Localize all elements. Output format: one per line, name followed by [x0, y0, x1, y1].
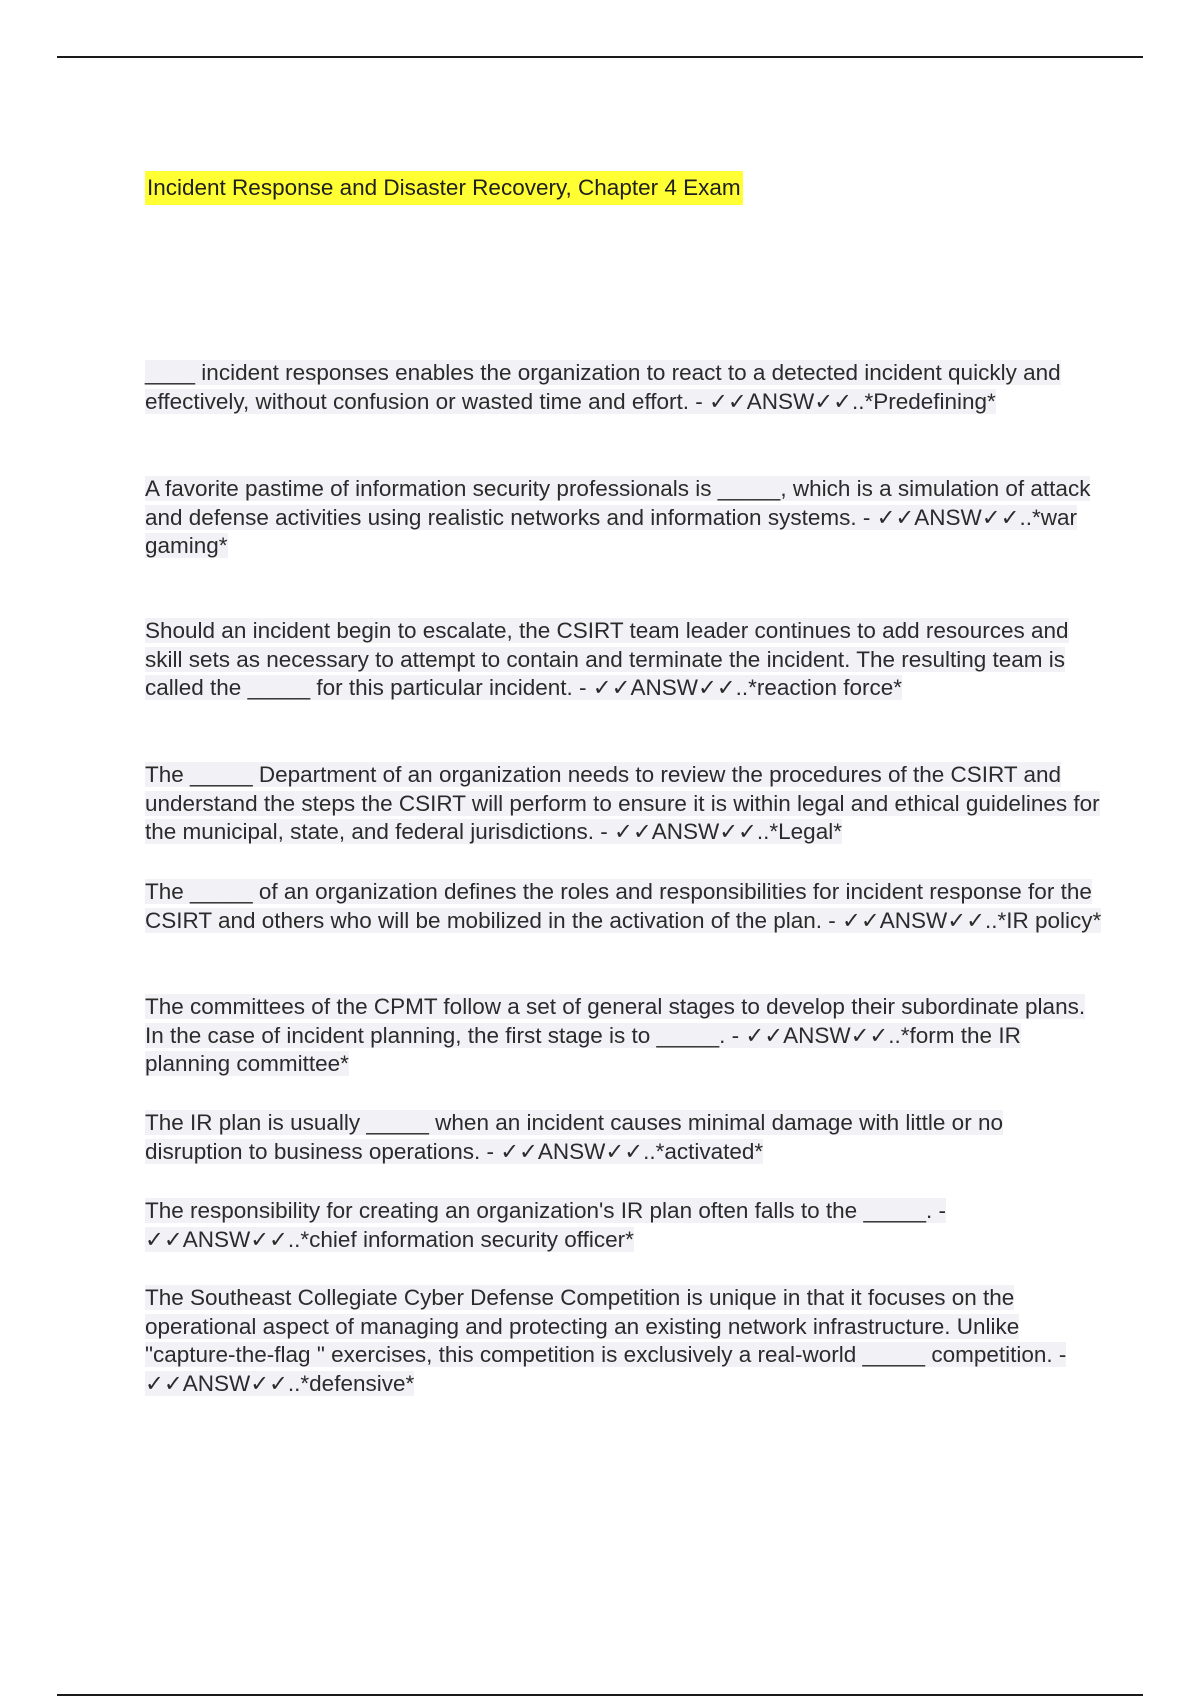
question-text: A favorite pastime of information security professionals is _____, which is a simulation of attack and defense activities using realistic networks and information systems. - ✓✓ANSW✓✓..*war gaming* — [145, 476, 1091, 558]
question-7 — [145, 1109, 1105, 1166]
question-1 — [145, 359, 1105, 416]
bottom-rule — [57, 1694, 1143, 1696]
question-4 — [145, 761, 1105, 847]
question-text: The IR plan is usually _____ when an incident causes minimal damage with little or no disruption to business operations. - ✓✓ANSW✓✓..*activated* — [145, 1110, 1003, 1164]
question-text: ____ incident responses enables the organization to react to a detected incident quickly and effectively, without confusion or wasted time and effort. - ✓✓ANSW✓✓..*Predefining* — [145, 360, 1061, 414]
question-text: The responsibility for creating an organization's IR plan often falls to the _____. - ✓✓ANSW✓✓..*chief information security officer* — [145, 1198, 947, 1252]
question-text: The _____ Department of an organization needs to review the procedures of the CSIRT and understand the steps the CSIRT will perform to ensure it is within legal and ethical guidelines for the municipal, state, and federal jurisdictions. - ✓✓ANSW✓✓..*Legal* — [145, 762, 1100, 844]
question-text: The committees of the CPMT follow a set of general stages to develop their subordinate plans. In the case of incident planning, the first stage is to _____. - ✓✓ANSW✓✓..*form the IR planning committee* — [145, 994, 1086, 1076]
question-9 — [145, 1284, 1105, 1398]
question-text: Should an incident begin to escalate, the CSIRT team leader continues to add resources and skill sets as necessary to attempt to contain and terminate the incident. The resulting team is called the _____ for this particular incident. - ✓✓ANSW✓✓..*reaction force* — [145, 618, 1069, 700]
question-8 — [145, 1197, 1105, 1254]
question-5 — [145, 878, 1105, 935]
question-text: The _____ of an organization defines the roles and responsibilities for incident response for the CSIRT and others who will be mobilized in the activation of the plan. - ✓✓ANSW✓✓..*IR policy* — [145, 879, 1102, 933]
question-6 — [145, 993, 1105, 1079]
question-text: The Southeast Collegiate Cyber Defense Competition is unique in that it focuses on the operational aspect of managing and protecting an existing network infrastructure. Unlike "capture-the-flag " exercises, this competition is exclusively a real-world _____ competition. - ✓✓ANSW✓✓..*defensive* — [145, 1285, 1067, 1396]
title-block — [145, 171, 743, 205]
question-2 — [145, 475, 1105, 561]
document-title: Incident Response and Disaster Recovery, Chapter 4 Exam — [145, 171, 743, 205]
top-rule — [57, 56, 1143, 58]
question-3 — [145, 617, 1105, 703]
